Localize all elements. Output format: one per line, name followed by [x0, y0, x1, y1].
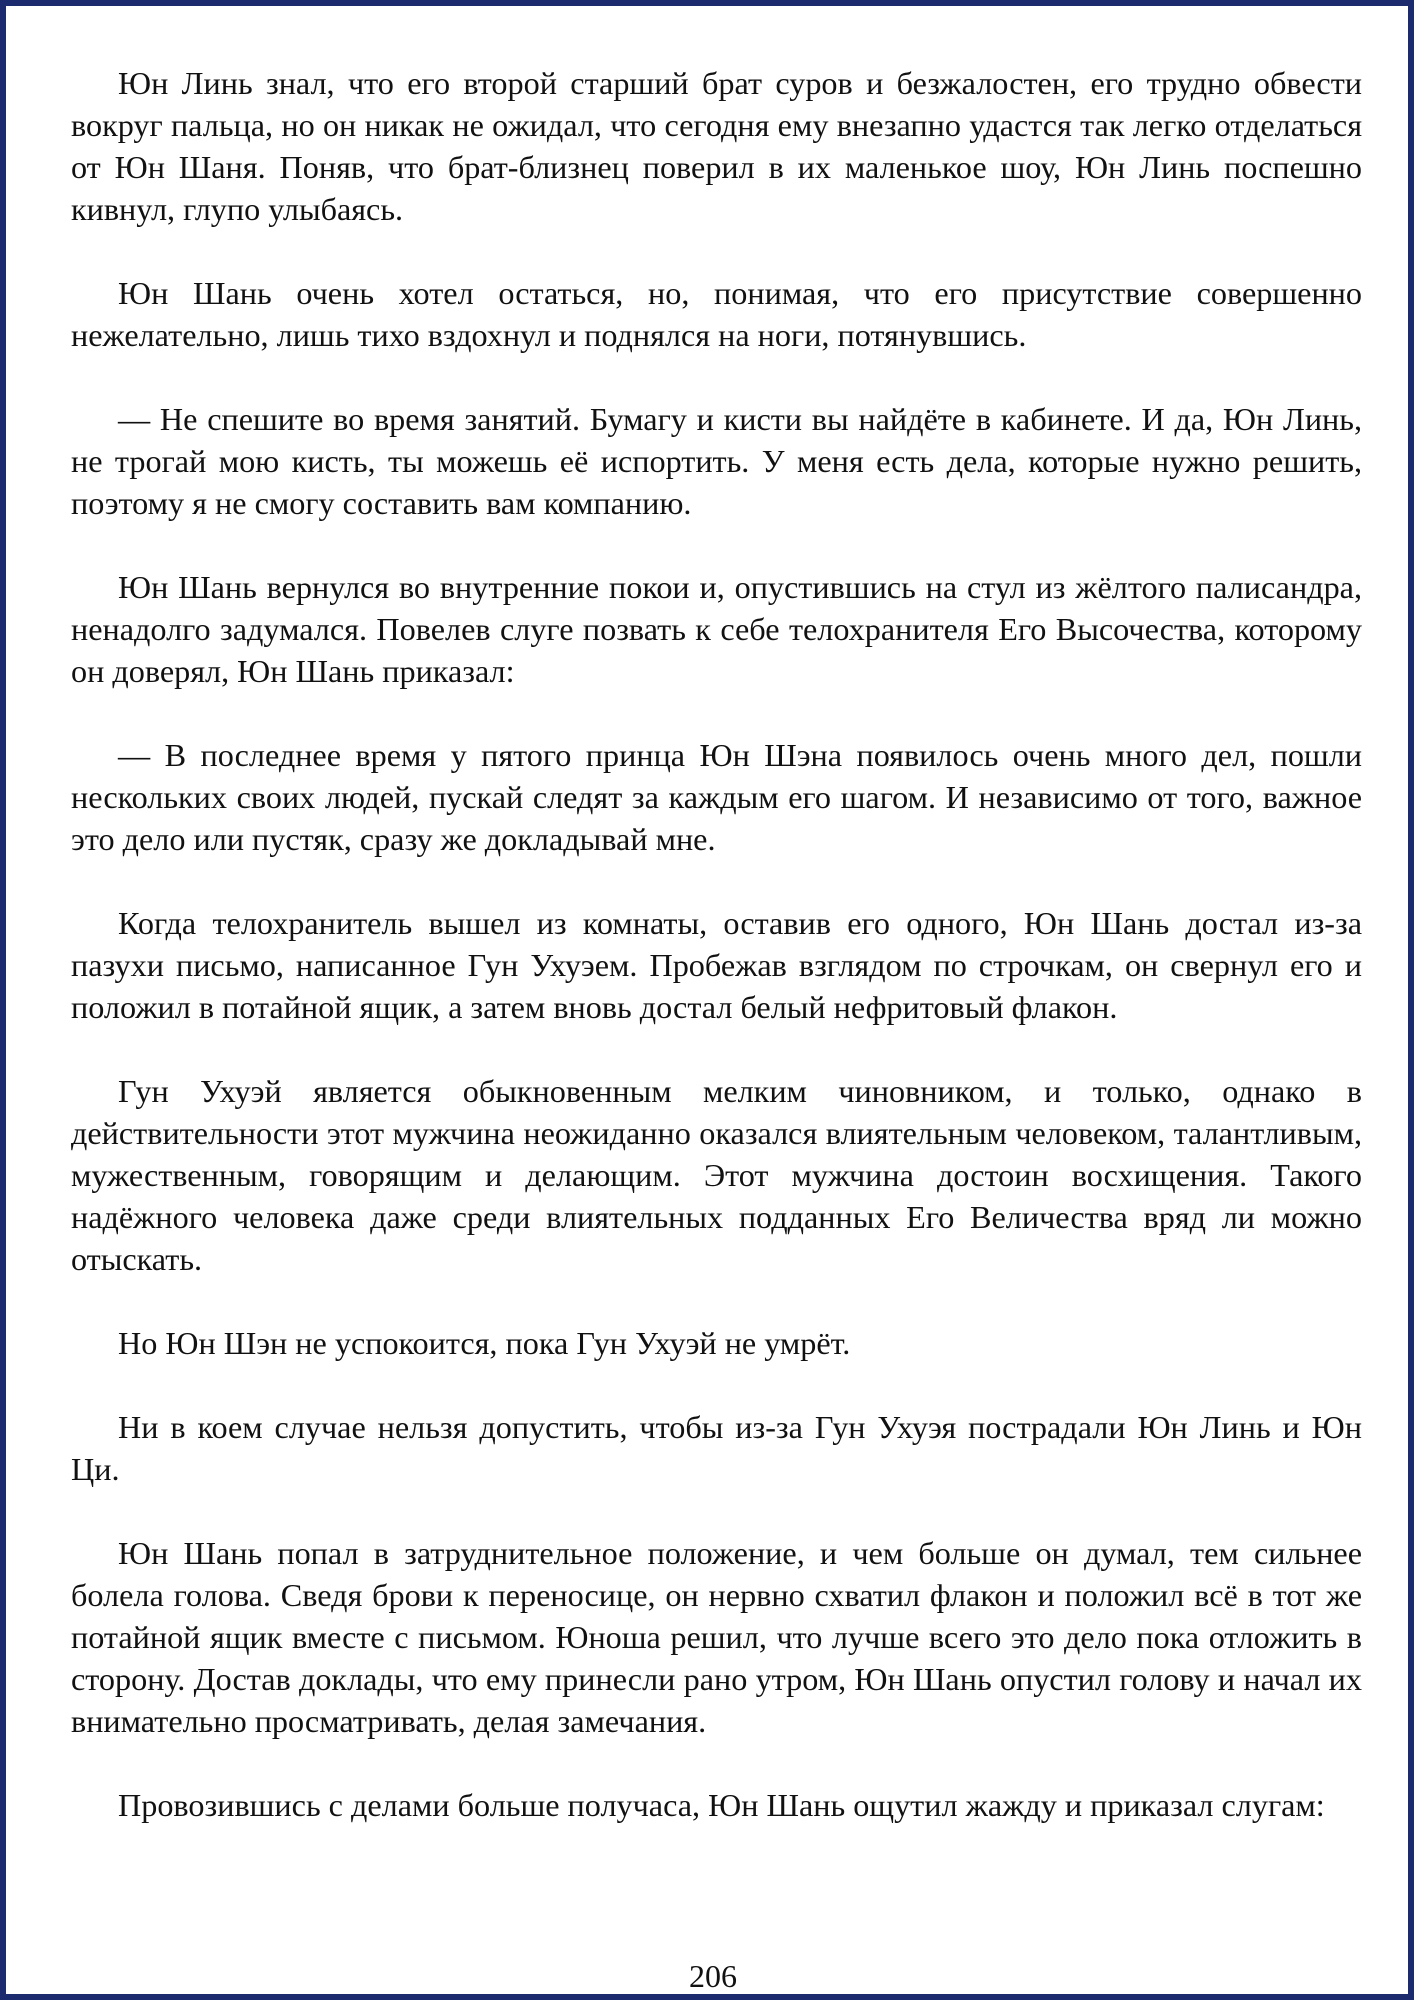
paragraph-11: Провозившись с делами больше получаса, Юн Шань ощутил жажду и приказал слугам:: [118, 1787, 1325, 1823]
paragraph-2: Юн Шань очень хотел остаться, но, понимая, что его присутствие совершенно нежелательно, лишь тихо вздохнул и поднялся на ноги, потянувшись.: [71, 275, 1362, 353]
paragraph-10: Юн Шань попал в затруднительное положение, и чем больше он думал, тем сильнее болела голова. Сведя брови к переносице, он нервно схватил флакон и положил всё в тот же потайной ящик вместе с письмом. Юноша решил, что лучше всего это дело пока отложить в сторону. Достав доклады, что ему принесли рано утром, Юн Шань опустил голову и начал их внимательно просматривать, делая замечания.: [71, 1535, 1362, 1739]
paragraph-1: Юн Линь знал, что его второй старший брат суров и безжалостен, его трудно обвести вокруг пальца, но он никак не ожидал, что сегодня ему внезапно удастся так легко отделаться от Юн Шаня. Поняв, что брат-близнец поверил в их маленькое шоу, Юн Линь поспешно кивнул, глупо улыбаясь.: [71, 65, 1362, 227]
page-number: 206: [689, 1958, 737, 1994]
paragraph-9: Ни в коем случае нельзя допустить, чтобы из-за Гун Ухуэя пострадали Юн Линь и Юн Ци.: [71, 1409, 1362, 1487]
paragraph-8: Но Юн Шэн не успокоится, пока Гун Ухуэй не умрёт.: [118, 1325, 851, 1361]
paragraph-4: Юн Шань вернулся во внутренние покои и, опустившись на стул из жёлтого палисандра, ненадолго задумался. Повелев слуге позвать к себе телохранителя Его Высочества, которому он доверял, Юн Шань приказал:: [71, 569, 1362, 689]
paragraph-6: Когда телохранитель вышел из комнаты, оставив его одного, Юн Шань достал из-за пазухи письмо, написанное Гун Ухуэем. Пробежав взглядом по строчкам, он свернул его и положил в потайной ящик, а затем вновь достал белый нефритовый флакон.: [71, 905, 1362, 1025]
paragraph-7: Гун Ухуэй является обыкновенным мелким чиновником, и только, однако в действительности этот мужчина неожиданно оказался влиятельным человеком, талантливым, мужественным, говорящим и делающим. Этот мужчина достоин восхищения. Такого надёжного человека даже среди влиятельных подданных Его Величества вряд ли можно отыскать.: [71, 1073, 1362, 1277]
paragraph-3: — Не спешите во время занятий. Бумагу и кисти вы найдёте в кабинете. И да, Юн Линь, не трогай мою кисть, ты можешь её испортить. У меня есть дела, которые нужно решить, поэтому я не смогу составить вам компанию.: [71, 401, 1362, 521]
text-body: [71, 62, 1362, 1826]
paragraph-5: — В последнее время у пятого принца Юн Шэна появилось очень много дел, пошли нескольких своих людей, пускай следят за каждым его шагом. И независимо от того, важное это дело или пустяк, сразу же докладывай мне.: [71, 737, 1362, 857]
